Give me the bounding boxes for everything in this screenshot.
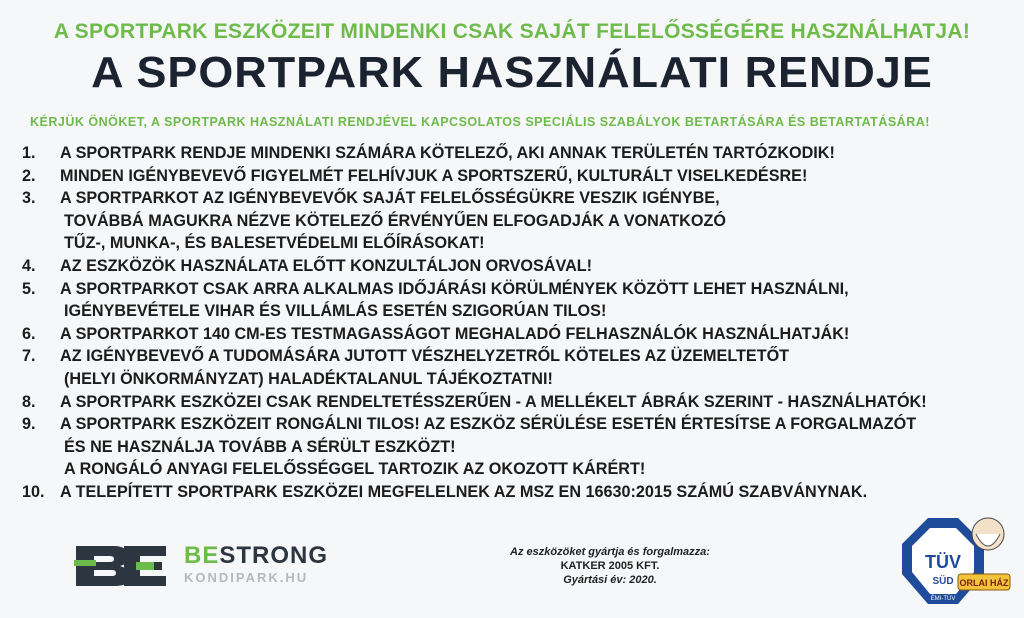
brand-name-rest: STRONG	[219, 542, 329, 569]
rule-text	[60, 278, 1012, 323]
rule-item	[22, 278, 1012, 323]
rule-line: A SPORTPARK ESZKÖZEIT RONGÁLNI TILOS! AZ ESZKÖZ SÉRÜLÉSE ESETÉN ÉRTESÍTSE A FORGALMAZÓT	[60, 415, 917, 434]
rule-line: MINDEN IGÉNYBEVEVŐ FIGYELMÉT FELHÍVJUK A SPORTSZERŰ, KULTURÁLT VISELKEDÉSRE!	[60, 166, 808, 185]
rule-item	[22, 345, 1012, 390]
rule-number: 10.	[22, 482, 45, 501]
rule-text	[60, 323, 1012, 346]
rule-line: A SPORTPARK RENDJE MINDENKI SZÁMÁRA KÖTELEZŐ, AKI ANNAK TERÜLETÉN TARTÓZKODIK!	[60, 144, 835, 162]
rule-line: A TELEPÍTETT SPORTPARK ESZKÖZEI MEGFELELNEK AZ MSZ EN 16630:2015 SZÁMÚ SZABVÁNYNAK.	[60, 482, 868, 501]
rule-item	[22, 323, 1012, 346]
rule-text	[60, 165, 1012, 188]
rule-text	[60, 345, 1012, 390]
rule-text	[60, 142, 1012, 165]
rule-line: A SPORTPARK ESZKÖZEI CSAK RENDELTETÉSSZERŰEN - A MELLÉKELT ÁBRÁK SZERINT - HASZNÁLHATÓK!	[60, 392, 927, 411]
request-line: KÉRJÜK ÖNÖKET, A SPORTPARK HASZNÁLATI RENDJÉVEL KAPCSOLATOS SPECIÁLIS SZABÁLYOK BETARTÁSÁRA ÉS BETARTATÁSÁRA!	[30, 115, 930, 129]
rule-line: A SPORTPARKOT 140 CM-ES TESTMAGASSÁGOT MEGHALADÓ FELHASZNÁLÓK HASZNÁLHATJÁK!	[60, 324, 850, 343]
rule-text	[60, 187, 1012, 255]
top-warning: A SPORTPARK ESZKÖZEIT MINDENKI CSAK SAJÁT FELELŐSSÉGÉRE HASZNÁLHATJA!	[53, 20, 971, 43]
svg-text:TÜV: TÜV	[925, 552, 961, 572]
rule-item	[22, 165, 1012, 188]
rule-line: TŰZ-, MUNKA-, ÉS BALESETVÉDELMI ELŐÍRÁSOKAT!	[64, 234, 485, 253]
rule-item	[22, 255, 1012, 278]
rule-line: (HELYI ÖNKORMÁNYZAT) HALADÉKTALANUL TÁJÉKOZTATNI!	[64, 369, 553, 388]
rule-line: A SPORTPARKOT CSAK ARRA ALKALMAS IDŐJÁRÁSI KÖRÜLMÉNYEK KÖZÖTT LEHET HASZNÁLNI,	[60, 279, 849, 298]
rule-line: A RONGÁLÓ ANYAGI FELELŐSSÉGGEL TARTOZIK AZ OKOZOTT KÁRÉRT!	[64, 460, 646, 479]
svg-text:ORLAI HÁZ: ORLAI HÁZ	[959, 578, 1009, 588]
svg-text:SÜD: SÜD	[932, 576, 954, 587]
rule-line: AZ IGÉNYBEVEVŐ A TUDOMÁSÁRA JUTOTT VÉSZHELYZETRŐL KÖTELES AZ ÜZEMELTETŐT	[60, 347, 790, 366]
rule-line: IGÉNYBEVÉTELE VIHAR ÉS VILLÁMLÁS ESETÉN SZIGORÚAN TILOS!	[64, 302, 607, 321]
rule-item	[22, 481, 1012, 504]
rule-number: 3.	[22, 189, 36, 208]
brand-name-accent: BE	[184, 542, 220, 569]
rule-number: 2.	[22, 166, 36, 185]
rules-list	[22, 142, 1012, 504]
maker-line-2: KATKER 2005 KFT.	[560, 560, 660, 572]
manufacturer-info	[480, 545, 740, 587]
brand-name	[184, 542, 328, 570]
rule-number: 1.	[22, 144, 36, 162]
rule-item	[22, 413, 1012, 481]
rule-number: 9.	[22, 415, 36, 434]
rule-item	[22, 187, 1012, 255]
rule-line: A SPORTPARKOT AZ IGÉNYBEVEVŐK SAJÁT FELELŐSSÉGÜKRE VESZIK IGÉNYBE,	[60, 189, 720, 208]
rule-line: AZ ESZKÖZÖK HASZNÁLATA ELŐTT KONZULTÁLJON ORVOSÁVAL!	[60, 256, 593, 275]
bestrong-logo	[74, 538, 394, 590]
maker-line-3: Gyártási év: 2020.	[563, 574, 657, 586]
rule-number: 8.	[22, 392, 36, 411]
rule-text	[60, 481, 1012, 504]
bestrong-mark-icon	[74, 538, 174, 590]
rule-number: 5.	[22, 279, 36, 298]
rule-text	[60, 413, 1012, 481]
brand-subtitle: KONDIPARK.HU	[184, 570, 309, 585]
rule-item	[22, 391, 1012, 414]
rule-text	[60, 391, 1012, 414]
rule-number: 4.	[22, 256, 36, 275]
rule-line: TOVÁBBÁ MAGUKRA NÉZVE KÖTELEZŐ ÉRVÉNYŰEN ELFOGADJÁK A VONATKOZÓ	[64, 211, 726, 230]
rule-item	[22, 142, 1012, 165]
maker-line-1: Az eszközöket gyártja és forgalmazza:	[510, 546, 710, 558]
rule-number: 7.	[22, 347, 36, 366]
rule-line: ÉS NE HASZNÁLJA TOVÁBB A SÉRÜLT ESZKÖZT!	[64, 437, 456, 456]
tuv-certificate-badge	[888, 512, 1018, 612]
rule-text	[60, 255, 1012, 278]
page-title: A SPORTPARK HASZNÁLATI RENDJE	[91, 48, 933, 97]
svg-text:ÉMI-TÜV: ÉMI-TÜV	[930, 596, 956, 602]
rule-number: 6.	[22, 324, 36, 343]
